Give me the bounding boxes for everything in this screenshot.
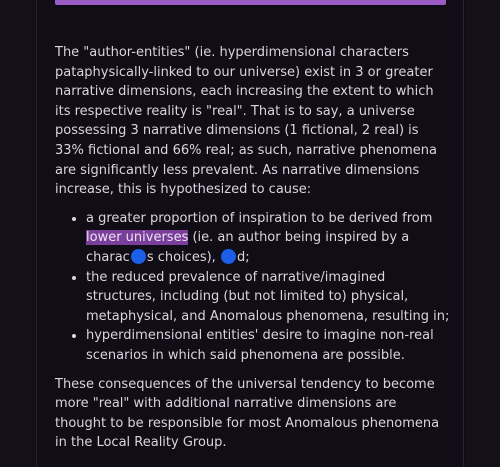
- list-item: [86, 209, 451, 268]
- bullet-text: a greater proportion of inspiration to be derived from: [86, 210, 433, 226]
- bullet-text: (ie. an author being inspired by a charac: [86, 230, 410, 265]
- blue-dot-marker: [131, 249, 146, 264]
- bullet-text: d;: [236, 249, 250, 265]
- list-item: • the reduced prevalence of narrative/imagined structures, including (but not limited to) physical, metaphysical, and Anomalous phenomena, resulting in;: [86, 268, 451, 327]
- list-item: • hyperdimensional entities' desire to imagine non-real scenarios in which said phenomena are possible.: [86, 326, 451, 365]
- blue-dot-marker: [221, 249, 236, 264]
- right-margin: [465, 0, 500, 467]
- consequence-list: [55, 209, 451, 366]
- paragraph-conclusion: These consequences of the universal tendency to become more "real" with additional narrative dimensions are thought to be responsible for most Anomalous phenomena in the Local Reality Group.: [55, 376, 440, 451]
- lower-universes-link[interactable]: lower universes: [86, 230, 189, 246]
- article-body: [55, 43, 451, 462]
- article-page: [36, 0, 464, 467]
- paragraph-intro: The "author-entities" (ie. hyperdimensional characters pataphysically-linked to our universe) exist in 3 or greater narrative dimensions, each increasing the extent to which its respective reality is "real". That is to say, a universe possessing 3 narrative dimensions (1 fictional, 2 real) is 33% fictional and 66% real; as such, narrative phenomena are significantly less prevalent. As narrative dimensions increase, this is hypothesized to cause:: [55, 45, 437, 198]
- left-margin: [0, 0, 35, 467]
- bullet-text: s choices),: [146, 249, 220, 265]
- header-accent-bar: [55, 0, 446, 5]
